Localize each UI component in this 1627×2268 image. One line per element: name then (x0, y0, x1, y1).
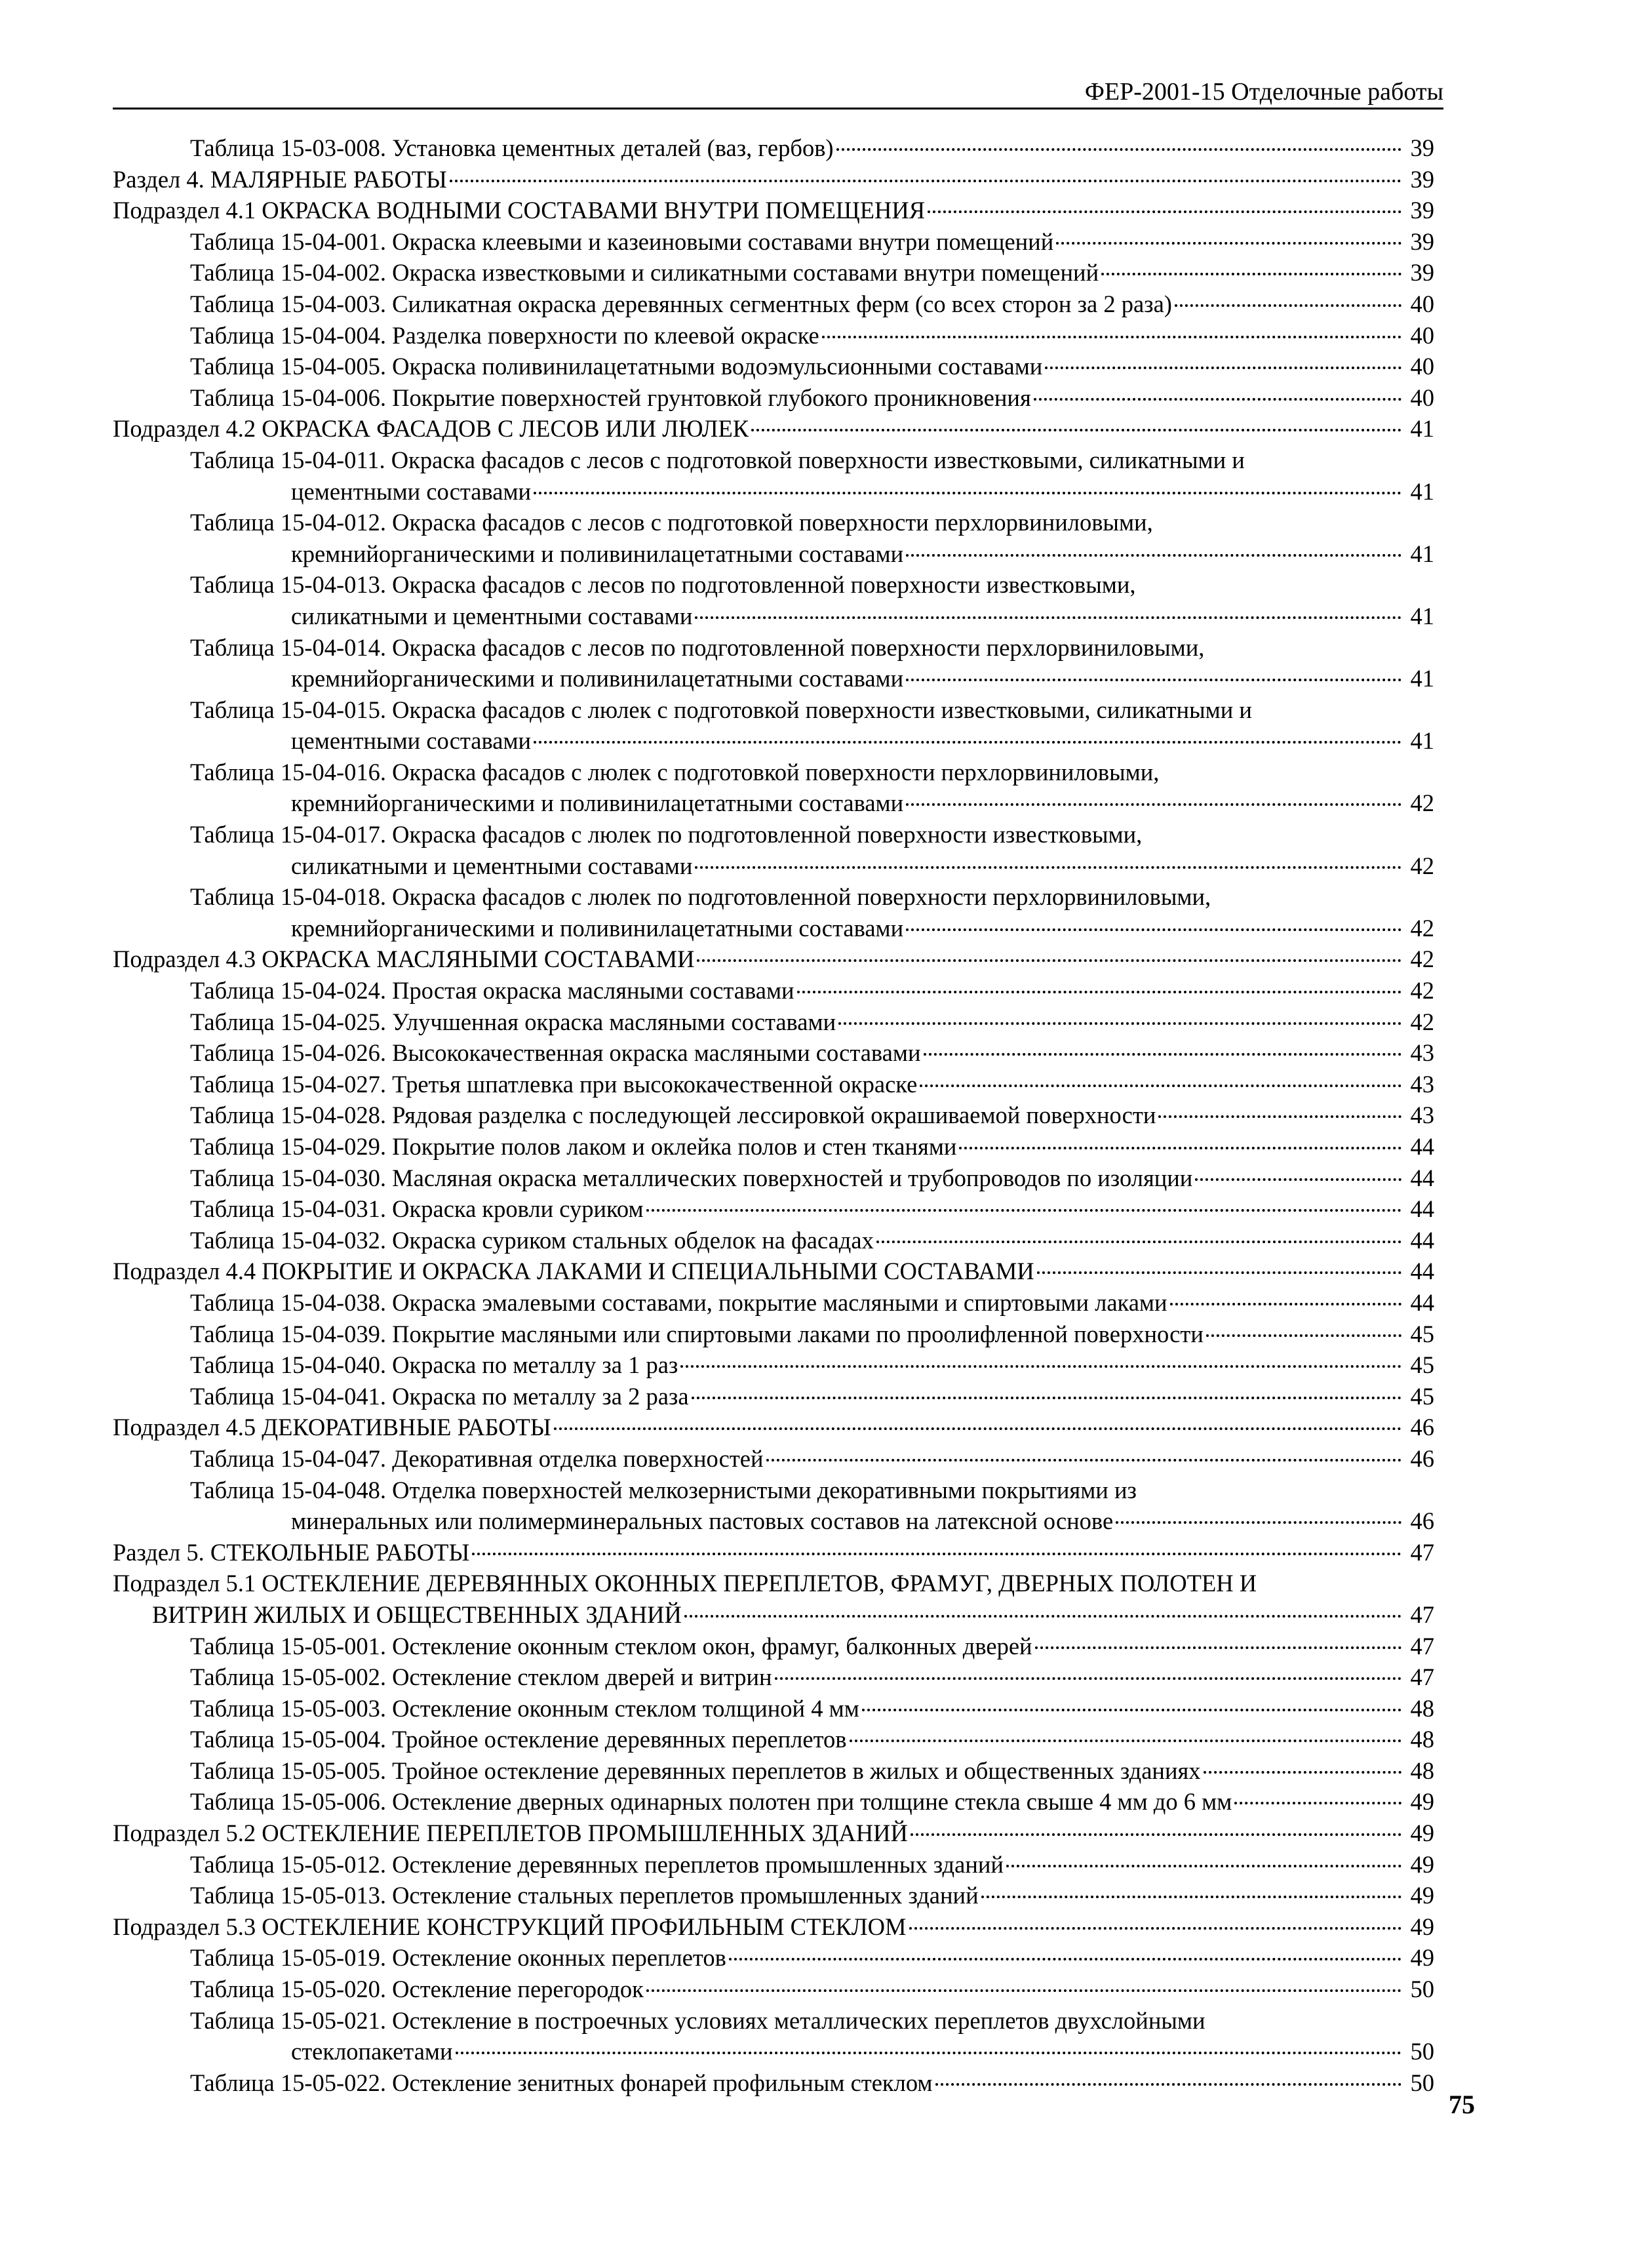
dot-leader (1170, 1303, 1402, 1305)
toc-entry-title: Таблица 15-04-040. Окраска по металлу за 1 раз (190, 1351, 678, 1379)
dot-leader (1116, 1521, 1402, 1524)
toc-page-number: 45 (1410, 1320, 1434, 1347)
dot-leader (1037, 1271, 1402, 1274)
toc-table-entry[interactable] (113, 757, 1434, 819)
toc-table-entry[interactable] (113, 132, 1434, 164)
toc-page-number: 42 (1410, 1008, 1434, 1035)
dot-leader (822, 336, 1402, 338)
toc-page-number: 41 (1410, 415, 1434, 443)
toc-page-number: 49 (1410, 1944, 1434, 1972)
toc-page-number: 49 (1410, 1788, 1434, 1816)
toc-page-number: 49 (1410, 1913, 1434, 1940)
toc-page-number: 40 (1410, 353, 1434, 380)
toc-page-number: 40 (1410, 384, 1434, 411)
toc-entry-title: Таблица 15-04-032. Окраска суриком стальных обделок на фасадах (190, 1226, 874, 1254)
toc-page-number: 42 (1410, 945, 1434, 973)
dot-leader (1045, 367, 1402, 369)
toc-page-number: 44 (1410, 1258, 1434, 1285)
toc-table-entry[interactable] (113, 1631, 1434, 1662)
toc-entry-title: Подраздел 4.3 ОКРАСКА МАСЛЯНЫМИ СОСТАВАМИ (113, 945, 695, 973)
toc-entry-title: Таблица 15-05-020. Остекление перегородок (190, 1976, 644, 2003)
toc-table-entry[interactable] (113, 1755, 1434, 1787)
toc-entry-title: Таблица 15-04-024. Простая окраска масляными составами (190, 977, 794, 1005)
toc-entry-title: силикатными и цементными составами (291, 852, 693, 879)
toc-entry-title: Таблица 15-05-003. Остекление оконным стеклом толщиной 4 мм (190, 1694, 859, 1722)
dot-leader (1056, 242, 1402, 245)
toc-entry-title: Подраздел 5.3 ОСТЕКЛЕНИЕ КОНСТРУКЦИЙ ПРОФИЛЬНЫМ СТЕКЛОМ (113, 1913, 907, 1940)
toc-page-number: 48 (1410, 1694, 1434, 1722)
dot-leader (1195, 1178, 1402, 1181)
toc-entry-title: Подраздел 4.2 ОКРАСКА ФАСАДОВ С ЛЕСОВ ИЛИ ЛЮЛЕК (113, 415, 749, 443)
toc-table-entry[interactable] (113, 1287, 1434, 1319)
dot-leader (906, 554, 1402, 557)
dot-leader (935, 2083, 1402, 2086)
toc-page-number: 41 (1410, 540, 1434, 567)
dot-leader (850, 1740, 1402, 1742)
toc-page-number: 43 (1410, 1070, 1434, 1098)
toc-table-entry[interactable] (113, 1193, 1434, 1225)
toc-entry-title: Таблица 15-05-005. Тройное остекление деревянных переплетов в жилых и общественных зданиях (190, 1757, 1201, 1784)
dot-leader (928, 210, 1402, 213)
toc-entry-title: Таблица 15-04-016. Окраска фасадов с люлек с подготовкой поверхности перхлорвиниловыми, (190, 758, 1160, 786)
toc-page-number: 42 (1410, 914, 1434, 942)
toc-page-number: 44 (1410, 1288, 1434, 1316)
toc-table-entry[interactable] (113, 1163, 1434, 1194)
dot-leader (1175, 304, 1402, 307)
toc-page-number: 45 (1410, 1382, 1434, 1410)
toc-table-entry[interactable] (113, 226, 1434, 258)
header-title: ФЕР-2001-15 Отделочные работы (1084, 78, 1443, 106)
toc-table-entry[interactable] (113, 507, 1434, 569)
toc-table-entry[interactable] (113, 1661, 1434, 1693)
toc-page-number: 41 (1410, 665, 1434, 692)
toc-table-entry[interactable] (113, 1724, 1434, 1755)
toc-entry-title: стеклопакетами (291, 2038, 453, 2065)
toc-entry-title: Таблица 15-05-022. Остекление зенитных фонарей профильным стеклом (190, 2069, 933, 2096)
toc-page-number: 48 (1410, 1757, 1434, 1784)
toc-entry-title: цементными составами (291, 477, 532, 505)
toc-page-number: 41 (1410, 477, 1434, 505)
toc-entry-title: Раздел 4. МАЛЯРНЫЕ РАБОТЫ (113, 165, 447, 193)
toc-entry-title: Подраздел 5.2 ОСТЕКЛЕНИЕ ПЕРЕПЛЕТОВ ПРОМЫШЛЕННЫХ ЗДАНИЙ (113, 1820, 908, 1847)
dot-leader (1035, 1646, 1402, 1649)
toc-entry-title: Подраздел 5.1 ОСТЕКЛЕНИЕ ДЕРЕВЯННЫХ ОКОННЫХ ПЕРЕПЛЕТОВ, ФРАМУГ, ДВЕРНЫХ ПОЛОТЕН И (113, 1570, 1257, 1597)
toc-entry-title: Таблица 15-04-031. Окраска кровли суриком (190, 1195, 644, 1223)
dot-leader (797, 991, 1402, 993)
dot-leader (450, 180, 1402, 182)
toc-page-number: 43 (1410, 1039, 1434, 1067)
toc-entry-title: Таблица 15-04-011. Окраска фасадов с лесов с подготовкой поверхности известковыми, силикатными и (190, 446, 1245, 473)
toc-page-number: 39 (1410, 197, 1434, 224)
toc-section-entry[interactable] (113, 1537, 1434, 1568)
toc-page-number: 42 (1410, 789, 1434, 817)
toc-page-number: 47 (1410, 1632, 1434, 1660)
toc-table-entry[interactable] (113, 881, 1434, 944)
toc-page-number: 39 (1410, 228, 1434, 255)
toc-entry-title: Раздел 5. СТЕКОЛЬНЫЕ РАБОТЫ (113, 1538, 470, 1566)
toc-entry-title: Таблица 15-04-025. Улучшенная окраска масляными составами (190, 1008, 836, 1035)
toc-table-entry[interactable] (113, 1880, 1434, 1911)
dot-leader (911, 1833, 1402, 1836)
toc-table-entry[interactable] (113, 975, 1434, 1006)
toc-page-number: 40 (1410, 290, 1434, 317)
toc-table-entry[interactable] (113, 382, 1434, 414)
toc-entry-title: Таблица 15-04-027. Третья шпатлевка при высококачественной окраске (190, 1070, 918, 1098)
dot-leader (684, 1615, 1402, 1618)
toc-section-entry[interactable] (113, 1568, 1434, 1630)
toc-entry-title: Подраздел 4.1 ОКРАСКА ВОДНЫМИ СОСТАВАМИ ВНУТРИ ПОМЕЩЕНИЯ (113, 197, 926, 224)
toc-section-entry[interactable] (113, 1911, 1434, 1943)
toc-entry-title: силикатными и цементными составами (291, 602, 693, 629)
toc-table-entry[interactable] (113, 1037, 1434, 1069)
toc-table-entry[interactable] (113, 1942, 1434, 1974)
toc-table-entry[interactable] (113, 1475, 1434, 1537)
toc-table-entry[interactable] (113, 1225, 1434, 1256)
dot-leader (456, 2052, 1402, 2054)
toc-page-number: 45 (1410, 1351, 1434, 1379)
dot-leader (554, 1427, 1402, 1430)
toc-table-entry[interactable] (113, 2067, 1434, 2099)
toc-table-entry[interactable] (113, 694, 1434, 757)
toc-table-entry[interactable] (113, 320, 1434, 351)
toc-page-number: 50 (1410, 2038, 1434, 2065)
toc-entry-title: кремнийорганическими и поливинилацетатными составами (291, 914, 904, 942)
dot-leader (766, 1459, 1402, 1462)
toc-entry-title: Таблица 15-04-003. Силикатная окраска деревянных сегментных ферм (со всех сторон за 2 раза) (190, 290, 1172, 317)
dot-leader (981, 1896, 1402, 1898)
dot-leader (1204, 1771, 1402, 1774)
toc-section-entry[interactable] (113, 1256, 1434, 1287)
toc-page-number: 41 (1410, 727, 1434, 755)
toc-entry-title: минеральных или полимерминеральных пастовых составов на латексной основе (291, 1507, 1114, 1535)
page-number: 75 (1449, 2090, 1475, 2119)
dot-leader (906, 803, 1402, 806)
toc-page-number: 49 (1410, 1882, 1434, 1909)
dot-leader (646, 1989, 1402, 1992)
toc-entry-title: цементными составами (291, 727, 532, 755)
toc-page-number: 47 (1410, 1601, 1434, 1628)
toc-page-number: 46 (1410, 1507, 1434, 1535)
toc-entry-title: Таблица 15-04-018. Окраска фасадов с люлек по подготовленной поверхности перхлорвиниловыми, (190, 883, 1211, 911)
toc-section-entry[interactable] (113, 1818, 1434, 1849)
toc-page-number: 39 (1410, 165, 1434, 193)
toc-page-number: 40 (1410, 321, 1434, 349)
toc-entry-title: Таблица 15-04-026. Высококачественная окраска масляными составами (190, 1039, 921, 1067)
toc-section-entry[interactable] (113, 413, 1434, 445)
toc-entry-title: Таблица 15-04-038. Окраска эмалевыми составами, покрытие масляными и спиртовыми лаками (190, 1288, 1167, 1316)
toc-entry-title: Таблица 15-04-048. Отделка поверхностей мелкозернистыми декоративными покрытиями из (190, 1476, 1137, 1503)
toc-entry-title: Таблица 15-04-017. Окраска фасадов с люлек по подготовленной поверхности известковыми, (190, 821, 1143, 848)
toc-section-entry[interactable] (113, 195, 1434, 226)
toc-entry-title: Таблица 15-04-004. Разделка поверхности по клеевой окраске (190, 321, 819, 349)
toc-entry-title: Таблица 15-05-004. Тройное остекление деревянных переплетов (190, 1726, 847, 1753)
dot-leader (909, 1927, 1402, 1930)
toc-table-entry[interactable] (113, 1006, 1434, 1038)
dot-leader (924, 1053, 1402, 1056)
toc-page-number: 39 (1410, 259, 1434, 287)
dot-leader (838, 1022, 1402, 1025)
toc-table-entry[interactable] (113, 1349, 1434, 1381)
dot-leader (1234, 1802, 1402, 1804)
toc-page-number: 43 (1410, 1102, 1434, 1129)
toc-table-entry[interactable] (113, 1069, 1434, 1100)
toc-entry-title: Таблица 15-05-001. Остекление оконным стеклом окон, фрамуг, балконных дверей (190, 1632, 1032, 1660)
toc-entry-title: Таблица 15-04-041. Окраска по металлу за 2 раза (190, 1382, 689, 1410)
dot-leader (1006, 1865, 1402, 1867)
table-of-contents (113, 132, 1434, 2098)
toc-page-number: 47 (1410, 1663, 1434, 1691)
toc-table-entry[interactable] (113, 1786, 1434, 1818)
toc-page-number: 42 (1410, 852, 1434, 879)
toc-table-entry[interactable] (113, 1974, 1434, 2005)
toc-section-entry[interactable] (113, 164, 1434, 195)
toc-table-entry[interactable] (113, 1443, 1434, 1475)
toc-entry-title: Таблица 15-04-030. Масляная окраска металлических поверхностей и трубопроводов по изоляции (190, 1164, 1193, 1191)
dot-leader (646, 1209, 1402, 1212)
dot-leader (1206, 1334, 1402, 1337)
dot-leader (836, 148, 1402, 151)
toc-entry-title: Таблица 15-04-039. Покрытие масляными или спиртовыми лаками по проолифленной поверхности (190, 1320, 1204, 1347)
toc-entry-title: Таблица 15-05-012. Остекление деревянных переплетов промышленных зданий (190, 1850, 1004, 1878)
toc-page-number: 44 (1410, 1226, 1434, 1254)
toc-table-entry[interactable] (113, 1100, 1434, 1131)
dot-leader (534, 492, 1402, 494)
toc-page-number: 39 (1410, 134, 1434, 161)
toc-page-number: 44 (1410, 1195, 1434, 1223)
toc-page-number: 46 (1410, 1444, 1434, 1472)
toc-entry-title: Таблица 15-04-029. Покрытие полов лаком и оклейка полов и стен тканями (190, 1133, 957, 1160)
dot-leader (876, 1241, 1402, 1243)
toc-entry-title: Таблица 15-04-014. Окраска фасадов с лесов по подготовленной поверхности перхлорвиниловыми, (190, 633, 1205, 661)
toc-page-number: 46 (1410, 1414, 1434, 1441)
toc-section-entry[interactable] (113, 1412, 1434, 1443)
toc-entry-title: Таблица 15-05-002. Остекление стеклом дверей и витрин (190, 1663, 772, 1691)
dot-leader (695, 616, 1402, 619)
toc-entry-title: Подраздел 4.5 ДЕКОРАТИВНЫЕ РАБОТЫ (113, 1414, 551, 1441)
toc-table-entry[interactable] (113, 1381, 1434, 1412)
toc-entry-title: кремнийорганическими и поливинилацетатными составами (291, 789, 904, 817)
toc-page-number: 44 (1410, 1164, 1434, 1191)
toc-entry-title: Подраздел 4.4 ПОКРЫТИЕ И ОКРАСКА ЛАКАМИ И СПЕЦИАЛЬНЫМИ СОСТАВАМИ (113, 1258, 1034, 1285)
toc-table-entry[interactable] (113, 1693, 1434, 1724)
toc-entry-title: кремнийорганическими и поливинилацетатными составами (291, 665, 904, 692)
toc-table-entry[interactable] (113, 1131, 1434, 1163)
dot-leader (697, 959, 1402, 962)
dot-leader (751, 429, 1402, 431)
toc-entry-title: Таблица 15-05-006. Остекление дверных одинарных полотен при толщине стекла свыше 4 мм до 6 мм (190, 1788, 1232, 1816)
toc-table-entry[interactable] (113, 351, 1434, 382)
dot-leader (775, 1677, 1402, 1680)
toc-page-number: 49 (1410, 1820, 1434, 1847)
toc-entry-title: ВИТРИН ЖИЛЫХ И ОБЩЕСТВЕННЫХ ЗДАНИЙ (152, 1601, 682, 1628)
toc-page-number: 47 (1410, 1538, 1434, 1566)
dot-leader (1034, 398, 1402, 401)
toc-entry-title: Таблица 15-03-008. Установка цементных деталей (ваз, гербов) (190, 134, 834, 161)
dot-leader (695, 866, 1402, 869)
toc-page-number: 50 (1410, 2069, 1434, 2096)
dot-leader (472, 1553, 1402, 1555)
toc-entry-title: Таблица 15-04-012. Окраска фасадов с лесов с подготовкой поверхности перхлорвиниловыми, (190, 509, 1153, 536)
dot-leader (906, 679, 1402, 681)
toc-entry-title: Таблица 15-04-028. Рядовая разделка с последующей лессировкой окрашиваемой поверхности (190, 1102, 1156, 1129)
toc-table-entry[interactable] (113, 819, 1434, 881)
toc-table-entry[interactable] (113, 257, 1434, 288)
toc-table-entry[interactable] (113, 569, 1434, 631)
toc-entry-title: Таблица 15-04-047. Декоративная отделка поверхностей (190, 1444, 764, 1472)
toc-page-number: 42 (1410, 977, 1434, 1005)
toc-page-number: 41 (1410, 602, 1434, 629)
toc-table-entry[interactable] (113, 288, 1434, 320)
dot-leader (959, 1147, 1402, 1149)
dot-leader (920, 1084, 1402, 1087)
toc-section-entry[interactable] (113, 944, 1434, 975)
dot-leader (534, 741, 1402, 744)
toc-entry-title: Таблица 15-04-001. Окраска клеевыми и казеиновыми составами внутри помещений (190, 228, 1054, 255)
toc-table-entry[interactable] (113, 2005, 1434, 2067)
dot-leader (692, 1397, 1402, 1399)
toc-entry-title: кремнийорганическими и поливинилацетатными составами (291, 540, 904, 567)
toc-entry-title: Таблица 15-04-005. Окраска поливинилацетатными водоэмульсионными составами (190, 353, 1043, 380)
dot-leader (862, 1709, 1402, 1711)
dot-leader (1101, 273, 1402, 275)
page-header (113, 73, 1443, 109)
toc-entry-title: Таблица 15-04-002. Окраска известковыми и силикатными составами внутри помещений (190, 259, 1099, 287)
toc-page-number: 48 (1410, 1726, 1434, 1753)
dot-leader (729, 1958, 1402, 1960)
toc-table-entry[interactable] (113, 1849, 1434, 1880)
dot-leader (906, 928, 1402, 931)
dot-leader (1158, 1115, 1402, 1118)
toc-entry-title: Таблица 15-05-013. Остекление стальных переплетов промышленных зданий (190, 1882, 979, 1909)
toc-entry-title: Таблица 15-04-013. Окраска фасадов с лесов по подготовленной поверхности известковыми, (190, 571, 1136, 599)
toc-table-entry[interactable] (113, 1319, 1434, 1350)
toc-entry-title: Таблица 15-05-021. Остекление в построечных условиях металлических переплетов двухслойными (190, 2006, 1206, 2034)
toc-entry-title: Таблица 15-04-006. Покрытие поверхностей грунтовкой глубокого проникновения (190, 384, 1031, 411)
toc-page-number: 49 (1410, 1850, 1434, 1878)
toc-entry-title: Таблица 15-04-015. Окраска фасадов с люлек с подготовкой поверхности известковыми, силикатными и (190, 696, 1252, 723)
toc-page-number: 44 (1410, 1133, 1434, 1160)
toc-table-entry[interactable] (113, 445, 1434, 507)
toc-entry-title: Таблица 15-05-019. Остекление оконных переплетов (190, 1944, 726, 1972)
toc-table-entry[interactable] (113, 632, 1434, 694)
toc-page-number: 50 (1410, 1976, 1434, 2003)
dot-leader (680, 1365, 1402, 1368)
